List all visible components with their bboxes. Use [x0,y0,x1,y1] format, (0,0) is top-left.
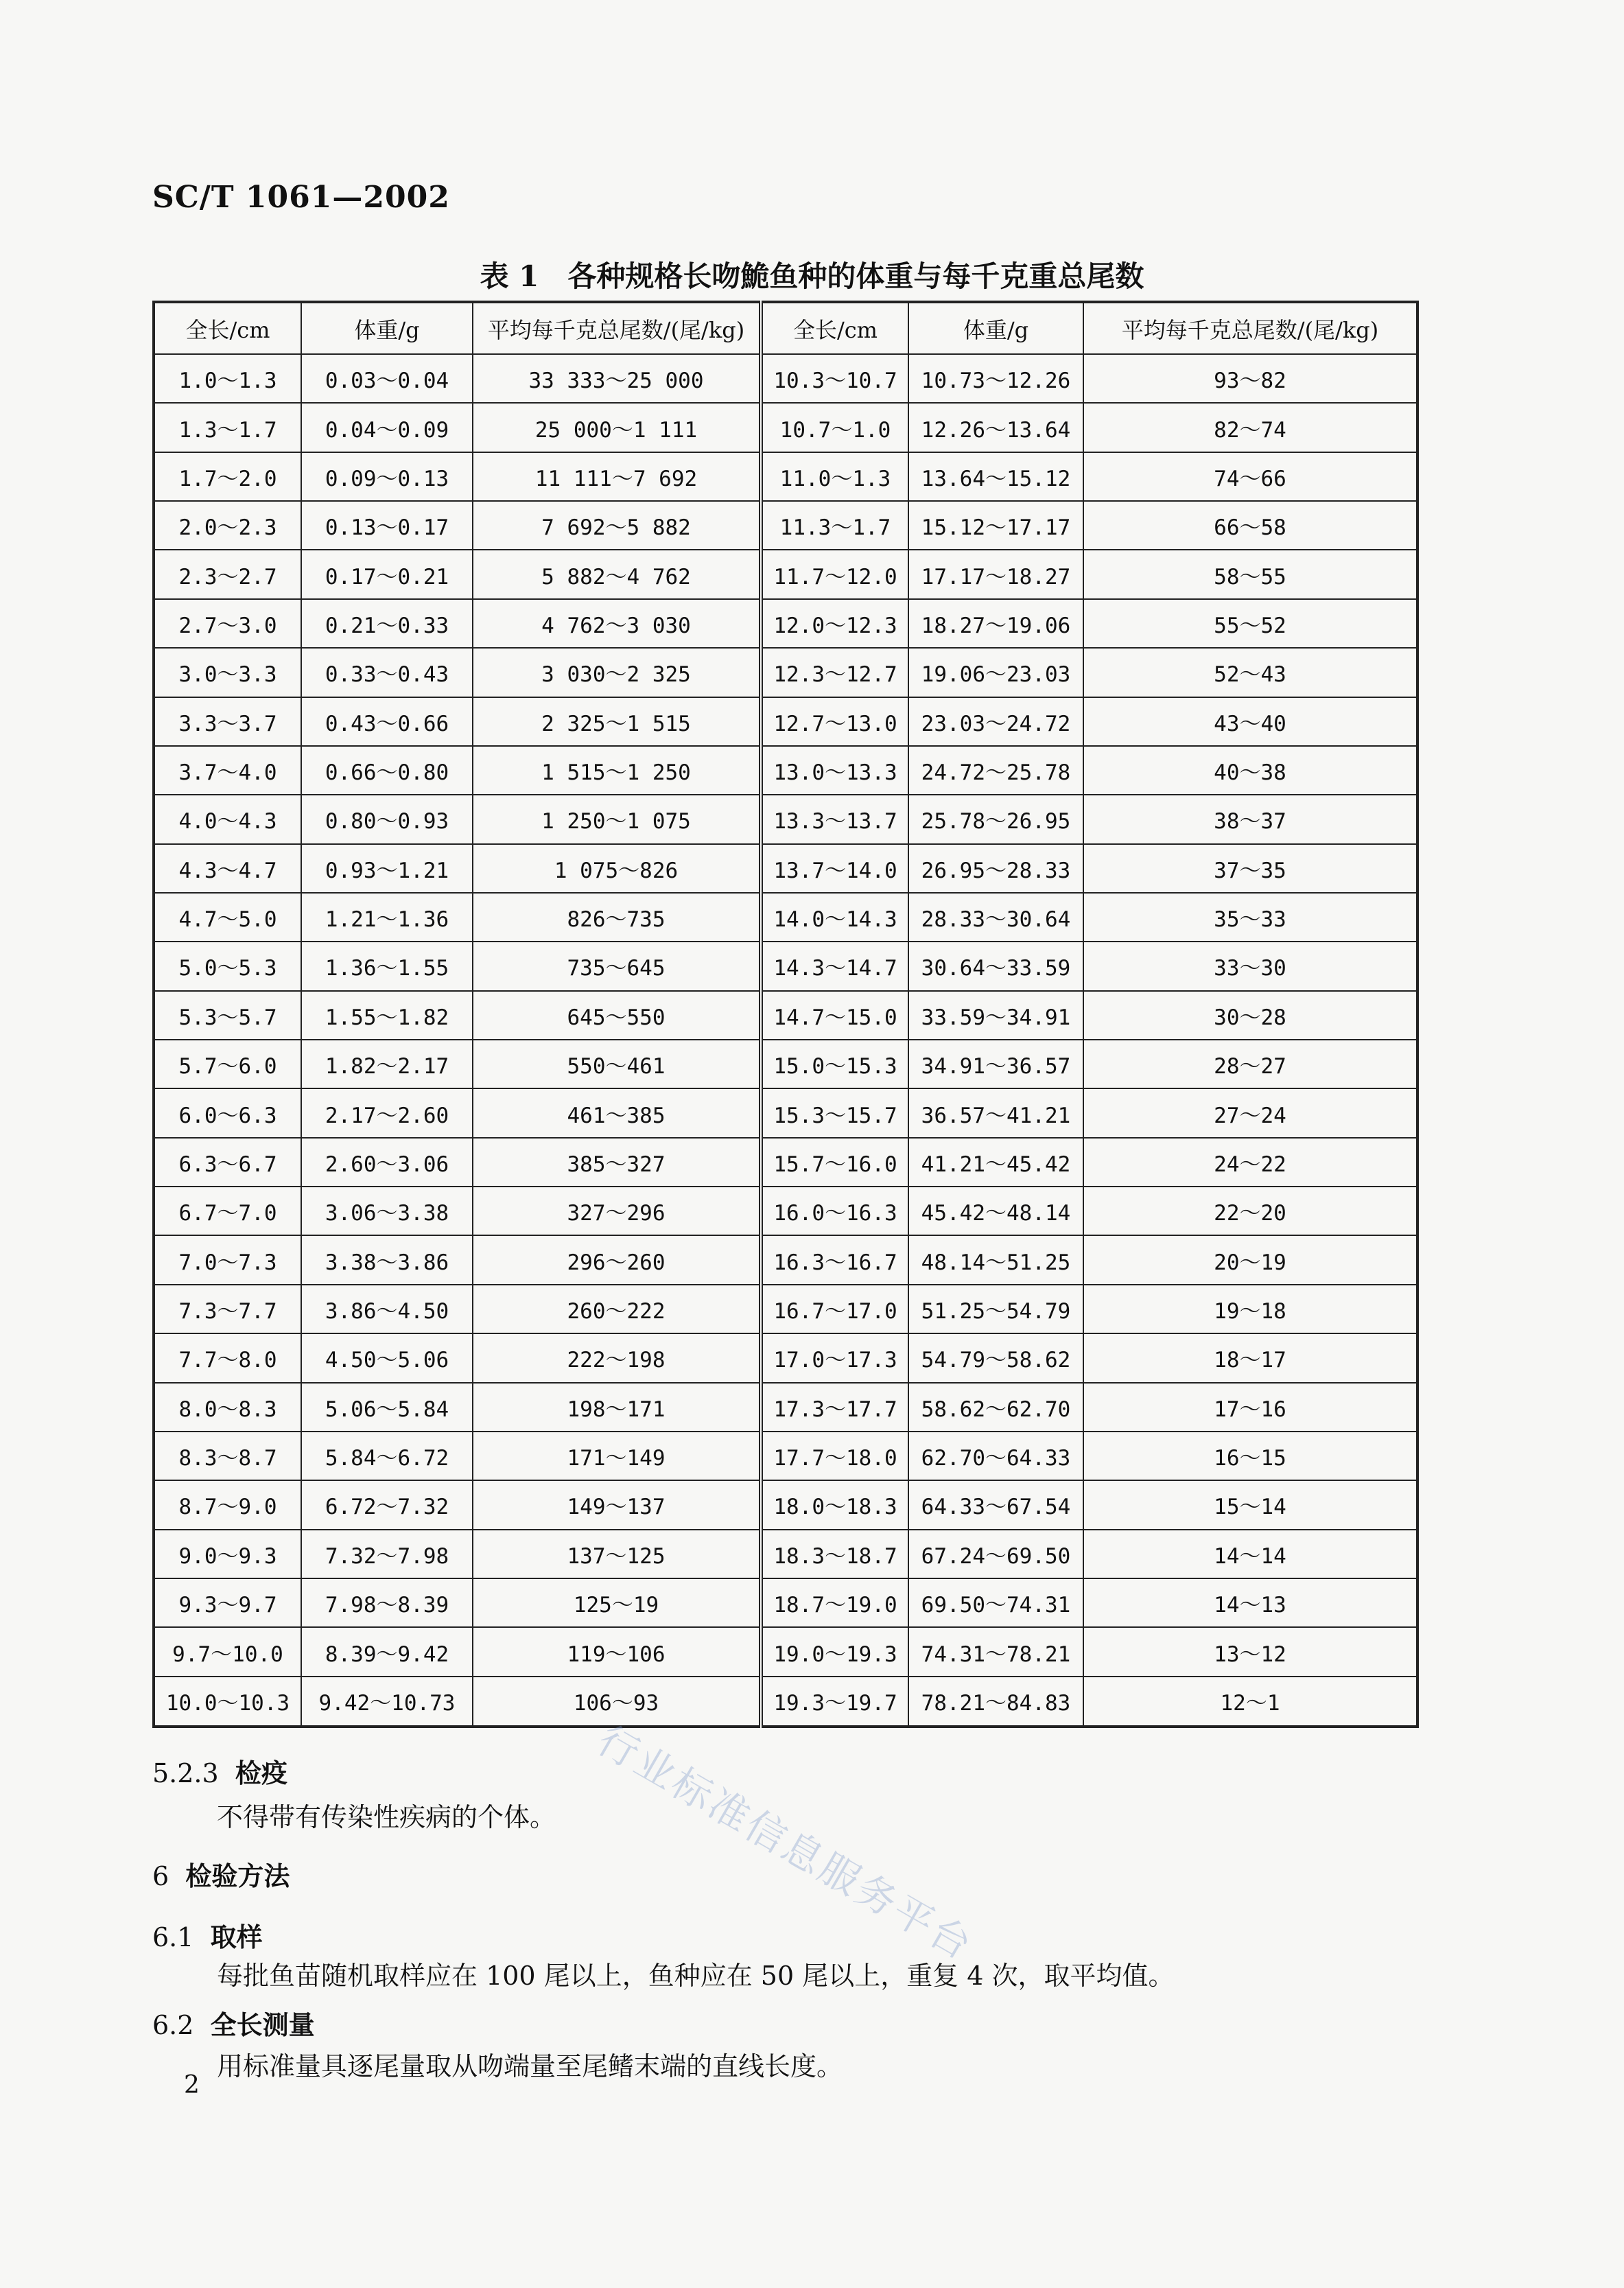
table-cell: 550～461 [473,1040,761,1088]
section-5-2-3-heading [152,1752,287,1790]
table-cell: 385～327 [473,1138,761,1187]
table-cell: 1.82～2.17 [301,1040,473,1088]
table-cell: 24.72～25.78 [908,746,1083,795]
table-cell: 137～125 [473,1530,761,1578]
table-cell: 4.7～5.0 [154,893,301,942]
table-cell: 9.3～9.7 [154,1578,301,1627]
table-cell: 9.7～10.0 [154,1627,301,1676]
table-cell: 826～735 [473,893,761,942]
table-cell: 1.36～1.55 [301,942,473,990]
table-cell: 1 250～1 075 [473,795,761,843]
table-cell: 7.7～8.0 [154,1333,301,1382]
table-cell: 52～43 [1083,648,1417,697]
table-cell: 19～18 [1083,1285,1417,1333]
table-cell: 17.17～18.27 [908,550,1083,598]
column-header: 体重/g [301,302,473,354]
table-cell: 10.73～12.26 [908,354,1083,403]
table-cell: 15.3～15.7 [761,1088,908,1137]
table-cell: 7.32～7.98 [301,1530,473,1578]
table-cell: 17.0～17.3 [761,1333,908,1382]
table-cell: 14～14 [1083,1530,1417,1578]
table-cell: 14.0～14.3 [761,893,908,942]
table-cell: 8.3～8.7 [154,1432,301,1480]
table-row [154,1138,1417,1187]
column-header: 体重/g [908,302,1083,354]
table-cell: 4 762～3 030 [473,599,761,648]
table-cell: 19.0～19.3 [761,1627,908,1676]
table-cell: 171～149 [473,1432,761,1480]
table-cell: 6.7～7.0 [154,1187,301,1235]
table-cell: 69.50～74.31 [908,1578,1083,1627]
section-title: 全长测量 [210,2009,315,2040]
table-cell: 222～198 [473,1333,761,1382]
table-cell: 82～74 [1083,403,1417,452]
table-cell: 24～22 [1083,1138,1417,1187]
section-title: 检验方法 [185,1860,290,1891]
table-cell: 2.17～2.60 [301,1088,473,1137]
table-cell: 43～40 [1083,697,1417,746]
table-cell: 14.3～14.7 [761,942,908,990]
table-cell: 2.60～3.06 [301,1138,473,1187]
table-cell: 7.0～7.3 [154,1235,301,1284]
table-cell: 18～17 [1083,1333,1417,1382]
section-title: 检疫 [235,1758,287,1788]
table-cell: 37～35 [1083,844,1417,893]
table-cell: 0.43～0.66 [301,697,473,746]
section-5-2-3-text: 不得带有传染性疾病的个体。 [217,1802,556,1832]
section-number: 6 [152,1861,169,1891]
section-title: 取样 [210,1922,263,1952]
table-cell: 58～55 [1083,550,1417,598]
table-cell: 58.62～62.70 [908,1383,1083,1432]
table-cell: 1.7～2.0 [154,452,301,501]
table-cell: 18.0～18.3 [761,1480,908,1529]
table-cell: 0.17～0.21 [301,550,473,598]
table-cell: 28～27 [1083,1040,1417,1088]
table-cell: 15～14 [1083,1480,1417,1529]
table-cell: 66～58 [1083,501,1417,550]
table-cell: 35～33 [1083,893,1417,942]
table-cell: 125～19 [473,1578,761,1627]
table-cell: 1.3～1.7 [154,403,301,452]
table-cell: 74～66 [1083,452,1417,501]
table-row [154,991,1417,1040]
table-cell: 7 692～5 882 [473,501,761,550]
table-cell: 327～296 [473,1187,761,1235]
table-row [154,403,1417,452]
column-header: 平均每千克总尾数/(尾/kg) [1083,302,1417,354]
table-cell: 0.93～1.21 [301,844,473,893]
table-cell: 15.0～15.3 [761,1040,908,1088]
table-cell: 461～385 [473,1088,761,1137]
table-cell: 38～37 [1083,795,1417,843]
section-number: 5.2.3 [152,1758,219,1788]
table-cell: 78.21～84.83 [908,1677,1083,1727]
table-cell: 45.42～48.14 [908,1187,1083,1235]
table-cell: 4.0～4.3 [154,795,301,843]
table-cell: 645～550 [473,991,761,1040]
table-cell: 2.3～2.7 [154,550,301,598]
table-row [154,1677,1417,1727]
table-cell: 93～82 [1083,354,1417,403]
table-cell: 18.3～18.7 [761,1530,908,1578]
table-cell: 18.7～19.0 [761,1578,908,1627]
table-cell: 33.59～34.91 [908,991,1083,1040]
table-cell: 10.0～10.3 [154,1677,301,1727]
table-cell: 3.0～3.3 [154,648,301,697]
table-row [154,844,1417,893]
table-cell: 9.42～10.73 [301,1677,473,1727]
section-6-1-text: 每批鱼苗随机取样应在 100 尾以上，鱼种应在 50 尾以上，重复 4 次，取平均值。 [217,1961,1175,1991]
section-6-heading [152,1855,290,1893]
table-cell: 10.3～10.7 [761,354,908,403]
table-row [154,1383,1417,1432]
table-cell: 149～137 [473,1480,761,1529]
table-cell: 0.13～0.17 [301,501,473,550]
table-cell: 40～38 [1083,746,1417,795]
table-cell: 119～106 [473,1627,761,1676]
table-cell: 11 111～7 692 [473,452,761,501]
watermark: 行业标准信息服务平台 [589,1716,982,1970]
table-cell: 7.3～7.7 [154,1285,301,1333]
table-cell: 5.84～6.72 [301,1432,473,1480]
standard-code: SC/T 1061—2002 [152,180,450,215]
table-cell: 0.66～0.80 [301,746,473,795]
table-cell: 12.0～12.3 [761,599,908,648]
table-cell: 0.33～0.43 [301,648,473,697]
table-cell: 8.0～8.3 [154,1383,301,1432]
table-cell: 8.7～9.0 [154,1480,301,1529]
table-cell: 12～1 [1083,1677,1417,1727]
section-6-1-heading [152,1916,263,1954]
table-cell: 7.98～8.39 [301,1578,473,1627]
table-cell: 3.38～3.86 [301,1235,473,1284]
table-row [154,1040,1417,1088]
table-row [154,1627,1417,1676]
table-cell: 3.7～4.0 [154,746,301,795]
table-cell: 3.86～4.50 [301,1285,473,1333]
table-cell: 735～645 [473,942,761,990]
table-cell: 5.3～5.7 [154,991,301,1040]
table-cell: 4.50～5.06 [301,1333,473,1382]
table-cell: 17.7～18.0 [761,1432,908,1480]
table-row [154,1530,1417,1578]
table-cell: 36.57～41.21 [908,1088,1083,1137]
table-cell: 16.3～16.7 [761,1235,908,1284]
table-cell: 11.7～12.0 [761,550,908,598]
table-cell: 67.24～69.50 [908,1530,1083,1578]
table-row [154,1578,1417,1627]
data-table-container [152,301,1416,1728]
table-cell: 8.39～9.42 [301,1627,473,1676]
data-table [152,301,1419,1728]
table-cell: 14～13 [1083,1578,1417,1627]
table-cell: 296～260 [473,1235,761,1284]
table-cell: 25.78～26.95 [908,795,1083,843]
table-cell: 6.72～7.32 [301,1480,473,1529]
table-cell: 5.0～5.3 [154,942,301,990]
table-cell: 13.64～15.12 [908,452,1083,501]
table-cell: 0.80～0.93 [301,795,473,843]
column-header: 全长/cm [761,302,908,354]
table-row [154,1432,1417,1480]
table-row [154,1187,1417,1235]
table-cell: 1 075～826 [473,844,761,893]
column-header: 全长/cm [154,302,301,354]
table-row [154,1333,1417,1382]
table-cell: 55～52 [1083,599,1417,648]
table-cell: 3 030～2 325 [473,648,761,697]
table-cell: 0.03～0.04 [301,354,473,403]
table-cell: 0.09～0.13 [301,452,473,501]
table-title: 表 1 各种规格长吻鮠鱼种的体重与每千克重总尾数 [480,259,1144,293]
table-row [154,452,1417,501]
table-cell: 62.70～64.33 [908,1432,1083,1480]
table-row [154,1480,1417,1529]
table-cell: 22～20 [1083,1187,1417,1235]
page-number: 2 [184,2071,200,2099]
table-cell: 0.04～0.09 [301,403,473,452]
section-6-2-heading [152,2004,315,2042]
table-cell: 74.31～78.21 [908,1627,1083,1676]
table-cell: 30～28 [1083,991,1417,1040]
table-cell: 13.0～13.3 [761,746,908,795]
section-number: 6.2 [152,2010,194,2040]
table-cell: 16～15 [1083,1432,1417,1480]
table-cell: 13.3～13.7 [761,795,908,843]
table-cell: 25 000～1 111 [473,403,761,452]
table-cell: 6.3～6.7 [154,1138,301,1187]
table-row [154,795,1417,843]
table-cell: 12.7～13.0 [761,697,908,746]
table-row [154,893,1417,942]
table-cell: 260～222 [473,1285,761,1333]
table-cell: 16.0～16.3 [761,1187,908,1235]
section-6-2-text: 用标准量具逐尾量取从吻端量至尾鳍末端的直线长度。 [217,2051,843,2081]
table-cell: 1.21～1.36 [301,893,473,942]
table-cell: 30.64～33.59 [908,942,1083,990]
table-cell: 27～24 [1083,1088,1417,1137]
table-cell: 64.33～67.54 [908,1480,1083,1529]
table-cell: 2.0～2.3 [154,501,301,550]
table-cell: 11.0～1.3 [761,452,908,501]
table-cell: 6.0～6.3 [154,1088,301,1137]
table-cell: 15.12～17.17 [908,501,1083,550]
table-cell: 3.3～3.7 [154,697,301,746]
table-cell: 2 325～1 515 [473,697,761,746]
table-cell: 9.0～9.3 [154,1530,301,1578]
table-cell: 23.03～24.72 [908,697,1083,746]
table-cell: 4.3～4.7 [154,844,301,893]
table-row [154,746,1417,795]
table-row [154,599,1417,648]
table-cell: 10.7～1.0 [761,403,908,452]
table-cell: 17.3～17.7 [761,1383,908,1432]
table-cell: 1 515～1 250 [473,746,761,795]
table-row [154,697,1417,746]
column-header: 平均每千克总尾数/(尾/kg) [473,302,761,354]
table-cell: 16.7～17.0 [761,1285,908,1333]
table-cell: 5.7～6.0 [154,1040,301,1088]
table-cell: 26.95～28.33 [908,844,1083,893]
table-cell: 34.91～36.57 [908,1040,1083,1088]
table-cell: 17～16 [1083,1383,1417,1432]
table-cell: 5 882～4 762 [473,550,761,598]
table-cell: 41.21～45.42 [908,1138,1083,1187]
table-cell: 0.21～0.33 [301,599,473,648]
table-cell: 11.3～1.7 [761,501,908,550]
table-cell: 106～93 [473,1677,761,1727]
table-cell: 54.79～58.62 [908,1333,1083,1382]
table-cell: 19.3～19.7 [761,1677,908,1727]
table-cell: 33 333～25 000 [473,354,761,403]
table-row [154,501,1417,550]
table-row [154,648,1417,697]
table-row [154,942,1417,990]
table-cell: 1.0～1.3 [154,354,301,403]
table-cell: 5.06～5.84 [301,1383,473,1432]
table-row [154,1235,1417,1284]
table-row [154,1088,1417,1137]
table-cell: 48.14～51.25 [908,1235,1083,1284]
table-row [154,1285,1417,1333]
table-cell: 12.3～12.7 [761,648,908,697]
table-cell: 2.7～3.0 [154,599,301,648]
table-cell: 51.25～54.79 [908,1285,1083,1333]
table-cell: 1.55～1.82 [301,991,473,1040]
table-row [154,354,1417,403]
table-cell: 198～171 [473,1383,761,1432]
table-cell: 15.7～16.0 [761,1138,908,1187]
table-cell: 19.06～23.03 [908,648,1083,697]
table-cell: 14.7～15.0 [761,991,908,1040]
section-number: 6.1 [152,1922,194,1952]
table-row [154,550,1417,598]
table-cell: 12.26～13.64 [908,403,1083,452]
table-body [154,354,1417,1727]
table-cell: 28.33～30.64 [908,893,1083,942]
table-cell: 13～12 [1083,1627,1417,1676]
table-cell: 13.7～14.0 [761,844,908,893]
table-cell: 3.06～3.38 [301,1187,473,1235]
table-cell: 33～30 [1083,942,1417,990]
table-cell: 18.27～19.06 [908,599,1083,648]
table-cell: 20～19 [1083,1235,1417,1284]
table-header-row [154,302,1417,354]
